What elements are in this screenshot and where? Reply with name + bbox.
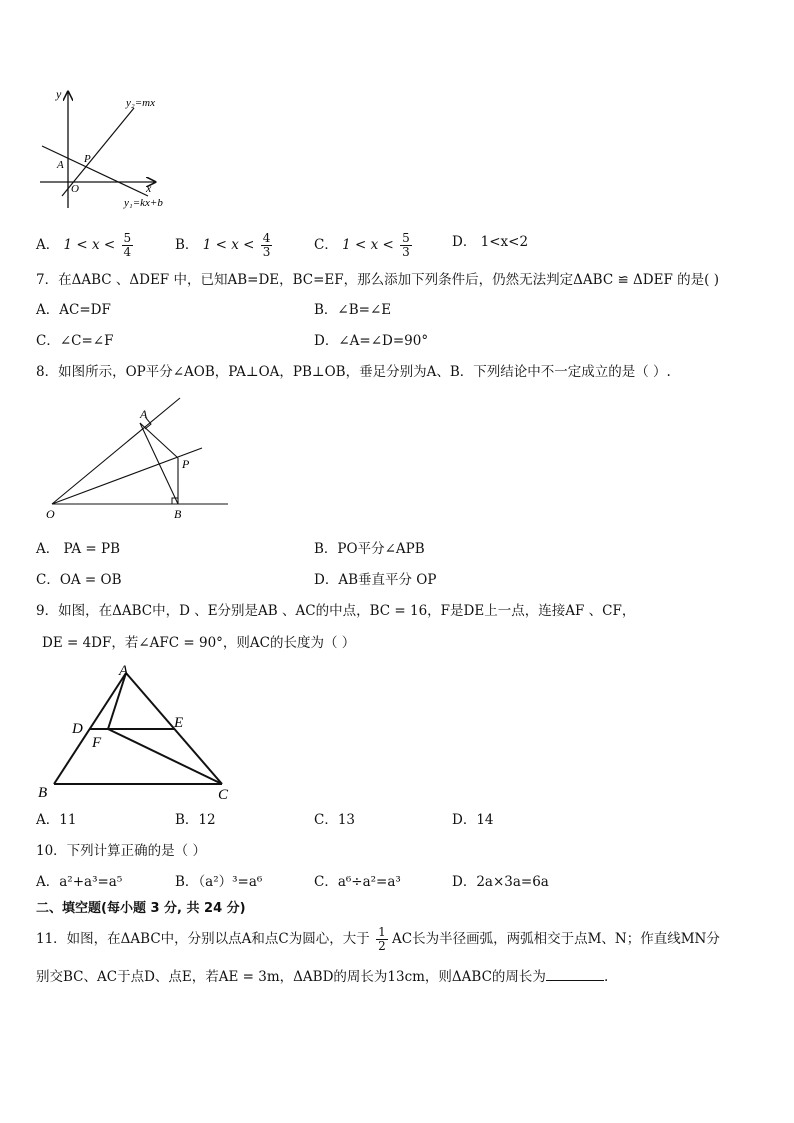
- point-d-label: D: [72, 721, 83, 737]
- ray-op: [52, 448, 202, 504]
- point-p-label: P: [182, 457, 190, 471]
- point-o-label: O: [46, 507, 55, 521]
- q7-option-a[interactable]: A．AC=DF: [36, 302, 111, 318]
- option-letter: C．: [314, 237, 338, 253]
- q11-part1: 11．如图，在ΔABC中，分别以点A和点C为圆心，大于: [36, 931, 370, 947]
- option-prefix: 1 < x <: [63, 237, 116, 253]
- point-f-label: F: [92, 735, 102, 751]
- option-fraction: $\frac{4}{3}$: [262, 231, 271, 259]
- q8-option-d[interactable]: D．AB垂直平分 OP: [314, 572, 437, 588]
- segment-af: [108, 673, 126, 729]
- q6-option-a[interactable]: [36, 232, 133, 259]
- q9-stem-line2: DE = 4DF，若∠AFC = 90°，则AC的长度为（ ）: [42, 635, 356, 651]
- option-letter: A．: [36, 237, 60, 253]
- q8-option-a[interactable]: A． PA = PB: [36, 541, 121, 557]
- q10-option-c[interactable]: C．a⁶÷a²=a³: [314, 874, 401, 890]
- q10-option-a[interactable]: A．a²+a³=a⁵: [36, 874, 123, 890]
- q10-stem: 10．下列计算正确的是（ ）: [36, 843, 206, 859]
- y-axis-label: y: [56, 87, 62, 101]
- segment-fc: [108, 729, 222, 784]
- q9-option-a[interactable]: A．11: [36, 812, 77, 828]
- option-letter: B．: [175, 237, 199, 253]
- option-fraction: $\frac{5}{4}$: [123, 231, 132, 259]
- q7-option-d[interactable]: D．∠A=∠D=90°: [314, 333, 429, 349]
- point-e-label: E: [174, 715, 184, 731]
- option-prefix: 1 < x <: [202, 237, 255, 253]
- q9-stem-line1: 9．如图，在ΔABC中，D 、E分别是AB 、AC的中点，BC = 16，F是DE上一点，连接AF 、CF，: [36, 603, 636, 619]
- point-c-label: C: [218, 787, 229, 803]
- q6-option-d[interactable]: [452, 232, 528, 252]
- q8-figure: [36, 394, 246, 524]
- q11-line2: [36, 966, 608, 987]
- q8-option-c[interactable]: C．OA = OB: [36, 572, 122, 588]
- point-p-label: P: [84, 153, 91, 165]
- q9-option-b[interactable]: B．12: [175, 812, 216, 828]
- option-fraction: $\frac{5}{3}$: [402, 231, 410, 259]
- q7-option-b[interactable]: B．∠B=∠E: [314, 302, 392, 318]
- segment-ab: [140, 423, 178, 504]
- y1-line: [42, 146, 148, 196]
- q9-option-d[interactable]: D．14: [452, 812, 494, 828]
- point-b-label: B: [174, 507, 182, 521]
- point-a-label: A: [140, 407, 148, 421]
- q10-option-b[interactable]: B．（a²）³=a⁶: [175, 874, 263, 890]
- answer-blank[interactable]: [546, 966, 604, 981]
- x-axis-label: x: [146, 181, 152, 195]
- origin-label: O: [71, 183, 79, 195]
- q8-stem: 8．如图所示，OP平分∠AOB，PA⊥OA，PB⊥OB，垂足分别为A、B．下列结论中不一定成立的是（ ）.: [36, 364, 671, 380]
- q11-part2: AC长为半径画弧，两弧相交于点M、N；作直线MN分: [392, 931, 720, 947]
- y2-label: y₂=mx: [126, 97, 155, 109]
- option-text: 1<x<2: [480, 234, 529, 250]
- q11-fraction: $\frac{1}{2}$: [378, 925, 386, 953]
- q6-option-c[interactable]: [314, 232, 412, 259]
- point-a-label: A: [57, 159, 64, 171]
- q9-figure: [34, 663, 244, 803]
- section2-heading: 二、填空题(每小题 3 分, 共 24 分): [36, 901, 246, 916]
- option-prefix: 1 < x <: [342, 237, 394, 253]
- q6-figure: [30, 84, 230, 214]
- q11-line2-text: 别交BC、AC于点D、点E，若AE = 3m，ΔABD的周长为13cm，则ΔABC的周长为: [36, 969, 546, 985]
- q7-stem: 7．在ΔABC 、ΔDEF 中，已知AB=DE，BC=EF，那么添加下列条件后，仍然无法判定ΔABC ≌ ΔDEF 的是( ): [36, 272, 719, 288]
- q6-option-b[interactable]: [175, 232, 272, 259]
- point-b-label: B: [38, 785, 48, 801]
- q11-line1: [36, 926, 720, 953]
- q11-end: .: [603, 969, 609, 985]
- q8-option-b[interactable]: B．PO平分∠APB: [314, 541, 425, 557]
- point-a-label: A: [119, 663, 129, 679]
- q9-option-c[interactable]: C．13: [314, 812, 356, 828]
- q7-option-c[interactable]: C．∠C=∠F: [36, 333, 114, 349]
- option-letter: D．: [452, 234, 477, 250]
- q10-option-d[interactable]: D．2a×3a=6a: [452, 874, 549, 890]
- ray-oa: [52, 398, 180, 504]
- y1-label: y₁=kx+b: [124, 197, 163, 209]
